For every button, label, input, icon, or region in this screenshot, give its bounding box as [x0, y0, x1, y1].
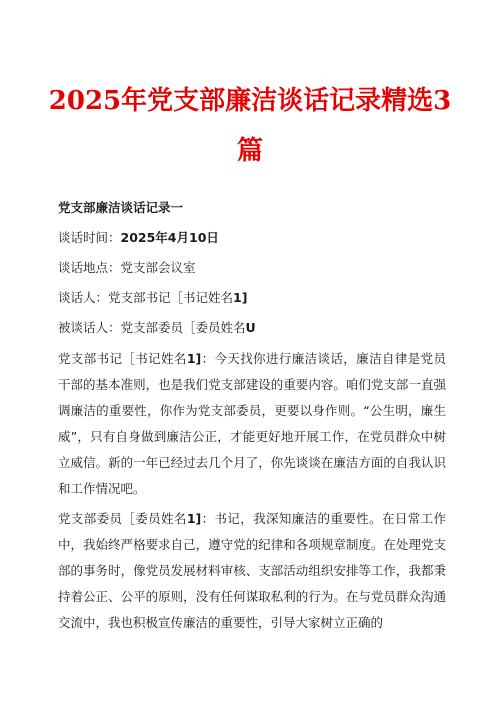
- meta-interviewee-label: 被谈话人：党支部委员［委员姓名: [58, 320, 246, 335]
- paragraph-member-text: ：书记，我深知廉洁的重要性。在日常工作中，我始终严格要求自己，遵守党的纪律和各项规章制度。在处理党支部的事务时，像党员发展材料审核、支部活动组织安排等工作，我都秉持着公正、公平的原则，没有任何谋取私利的行为。在与党员群众沟通交流中，我也积极宣传廉洁的重要性，引导大家树立正确的: [58, 511, 446, 630]
- paragraph-secretary-text: ：今天找你进行廉洁谈话，廉洁自律是党员干部的基本准则，也是我们党支部建设的重要内容。咱们党支部一直强调廉洁的重要性，你作为党支部委员，更要以身作则。“公生明，廉生威”，只有自身做到廉洁公正，才能更好地开展工作，在党员群众中树立威信。新的一年已经过去几个月了，你先谈谈在廉洁方面的自我认识和工作情况吧。: [58, 351, 446, 496]
- paragraph-secretary-speaker: 党支部书记［书记姓名: [58, 351, 187, 366]
- paragraph-secretary-num: 1]: [186, 351, 202, 366]
- meta-interviewee: [58, 316, 446, 340]
- meta-time-value: 2025年4月10日: [120, 230, 219, 245]
- meta-interviewee-num: U: [245, 320, 256, 335]
- paragraph-member-speaker: 党支部委员［委员姓名: [58, 511, 187, 526]
- meta-time-label: 谈话时间：: [58, 230, 121, 245]
- meta-time: [58, 226, 446, 250]
- meta-speaker-num: 1]: [233, 290, 248, 305]
- paragraph-member: [58, 506, 446, 636]
- section-heading: 党支部廉洁谈话记录一: [58, 200, 184, 215]
- paragraph-member-num: 1]: [186, 511, 202, 526]
- meta-speaker-label: 谈话人：党支部书记［书记姓名: [58, 290, 234, 305]
- paragraph-secretary: [58, 346, 446, 502]
- meta-speaker: [58, 286, 446, 310]
- meta-place: 谈话地点：党支部会议室: [58, 260, 196, 275]
- document-body: [58, 196, 446, 640]
- document-title: 2025年党支部廉洁谈话记录精选3篇: [48, 86, 452, 166]
